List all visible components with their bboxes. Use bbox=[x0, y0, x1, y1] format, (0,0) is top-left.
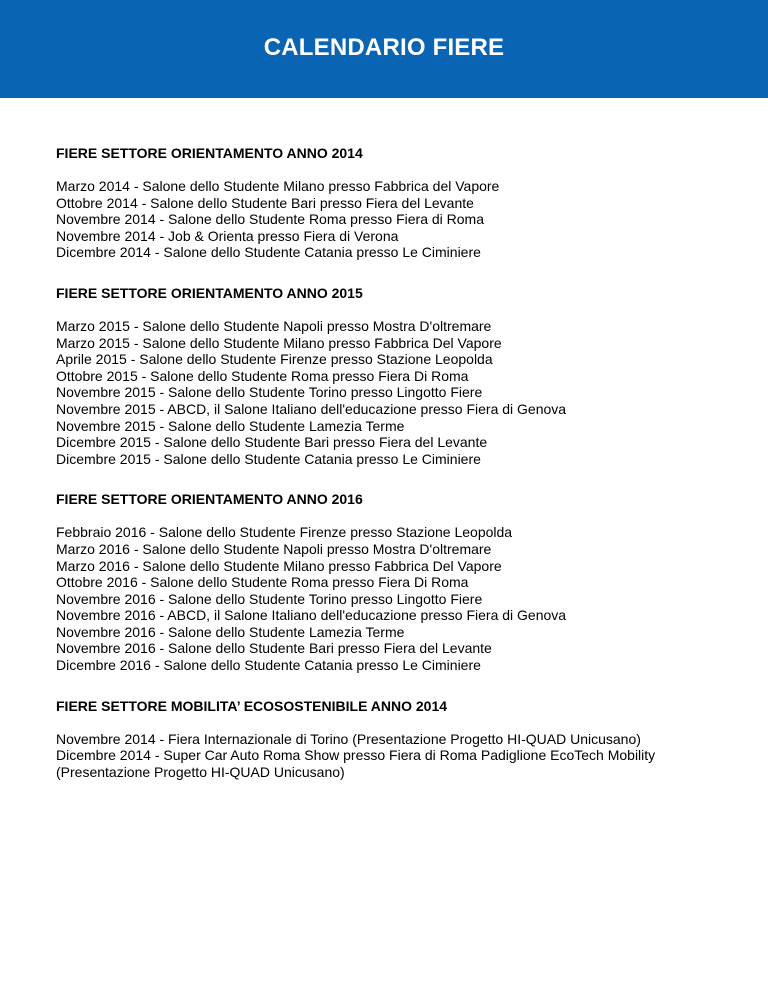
section-heading: FIERE SETTORE ORIENTAMENTO ANNO 2014 bbox=[56, 145, 363, 161]
event-entry: Marzo 2015 - Salone dello Studente Milano presso Fabbrica Del Vapore bbox=[56, 334, 502, 351]
section-heading: FIERE SETTORE ORIENTAMENTO ANNO 2015 bbox=[56, 284, 363, 301]
event-entry: Dicembre 2015 - Salone dello Studente Bari presso Fiera del Levante bbox=[56, 434, 488, 451]
event-entry: Marzo 2016 - Salone dello Studente Napoli presso Mostra D'oltremare bbox=[56, 540, 492, 557]
header-banner bbox=[0, 0, 768, 98]
event-entry: Novembre 2014 - Job & Orienta presso Fiera di Verona bbox=[56, 227, 399, 244]
event-entry: Dicembre 2014 - Salone dello Studente Catania presso Le Ciminiere bbox=[56, 244, 481, 261]
section-orientamento-2016 bbox=[56, 491, 736, 673]
event-list bbox=[56, 178, 736, 261]
event-entry: Dicembre 2014 - Super Car Auto Roma Show presso Fiera di Roma Padiglione EcoTech Mobility (Presentazione Progetto HI-QUAD Unicusano) bbox=[56, 747, 656, 780]
event-entry: Novembre 2015 - Salone dello Studente Lamezia Terme bbox=[56, 417, 405, 434]
event-entry: Novembre 2016 - Salone dello Studente Lamezia Terme bbox=[56, 623, 405, 640]
event-list bbox=[56, 731, 736, 781]
event-entry: Dicembre 2015 - Salone dello Studente Catania presso Le Ciminiere bbox=[56, 450, 481, 467]
event-entry: Ottobre 2016 - Salone dello Studente Roma presso Fiera Di Roma bbox=[56, 574, 469, 591]
event-entry: Novembre 2016 - Salone dello Studente Bari presso Fiera del Levante bbox=[56, 640, 492, 657]
event-entry: Novembre 2015 - Salone dello Studente Torino presso Lingotto Fiere bbox=[56, 384, 483, 401]
document-body bbox=[56, 145, 736, 804]
section-orientamento-2015 bbox=[56, 285, 736, 467]
event-entry: Novembre 2016 - ABCD, il Salone Italiano dell'educazione presso Fiera di Genova bbox=[56, 607, 567, 624]
event-entry: Dicembre 2016 - Salone dello Studente Catania presso Le Ciminiere bbox=[56, 657, 481, 674]
event-entry: Marzo 2015 - Salone dello Studente Napoli presso Mostra D'oltremare bbox=[56, 317, 492, 334]
event-entry: Marzo 2016 - Salone dello Studente Milano presso Fabbrica Del Vapore bbox=[56, 557, 502, 574]
section-heading: FIERE SETTORE ORIENTAMENTO ANNO 2016 bbox=[56, 491, 363, 508]
event-entry: Novembre 2015 - ABCD, il Salone Italiano dell'educazione presso Fiera di Genova bbox=[56, 400, 567, 417]
event-entry: Ottobre 2014 - Salone dello Studente Bari presso Fiera del Levante bbox=[56, 194, 474, 211]
section-orientamento-2014 bbox=[56, 145, 736, 261]
event-list bbox=[56, 318, 736, 467]
event-entry: Novembre 2014 - Salone dello Studente Roma presso Fiera di Roma bbox=[56, 211, 485, 228]
section-heading: FIERE SETTORE MOBILITA’ ECOSOSTENIBILE ANNO 2014 bbox=[56, 697, 448, 714]
section-mobilita-2014 bbox=[56, 698, 736, 781]
event-list bbox=[56, 524, 736, 673]
page-title: CALENDARIO FIERE bbox=[263, 34, 505, 61]
event-entry: Novembre 2016 - Salone dello Studente Torino presso Lingotto Fiere bbox=[56, 590, 483, 607]
event-entry: Novembre 2014 - Fiera Internazionale di Torino (Presentazione Progetto HI-QUAD Unicusano) bbox=[56, 730, 641, 747]
event-entry: Ottobre 2015 - Salone dello Studente Roma presso Fiera Di Roma bbox=[56, 367, 469, 384]
event-entry: Aprile 2015 - Salone dello Studente Firenze presso Stazione Leopolda bbox=[56, 351, 493, 368]
event-entry: Marzo 2014 - Salone dello Studente Milano presso Fabbrica del Vapore bbox=[56, 178, 500, 194]
event-entry: Febbraio 2016 - Salone dello Studente Firenze presso Stazione Leopolda bbox=[56, 524, 513, 541]
